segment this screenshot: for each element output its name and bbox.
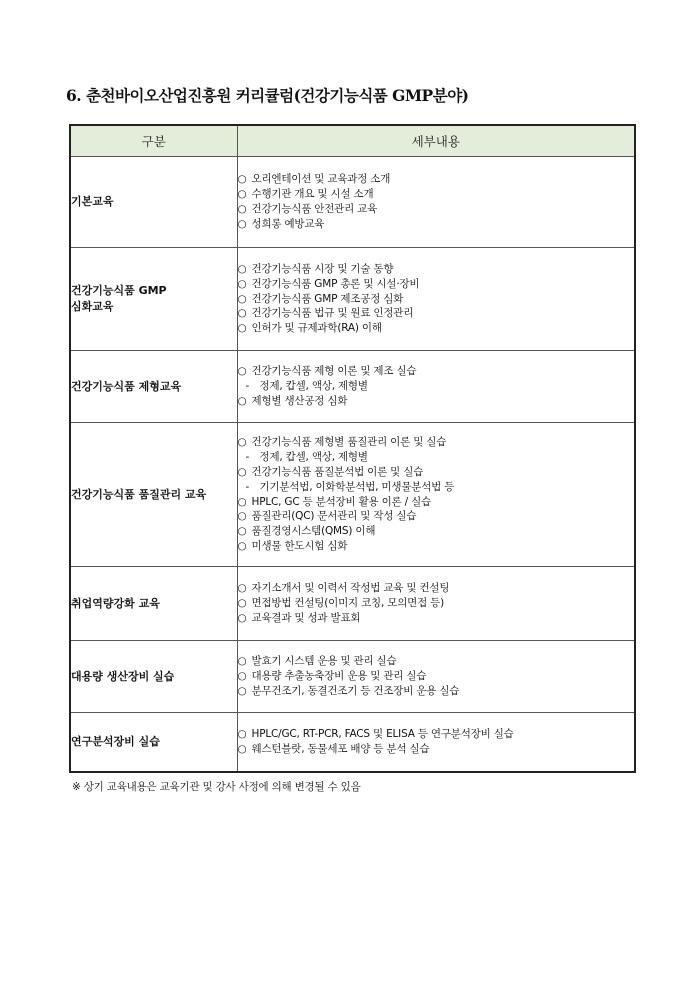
detail-item: [238, 306, 635, 321]
detail-item: [238, 262, 635, 277]
circle-bullet: ○: [237, 173, 247, 186]
detail-item: [238, 654, 635, 669]
detail-text: 미생물 한도시험 심화: [251, 539, 348, 552]
detail-text: 오리엔테이션 및 교육과정 소개: [251, 173, 391, 186]
category-cell: [70, 567, 237, 641]
detail-item: [238, 509, 635, 524]
detail-text: 기기분석법, 이화학분석법, 미생물분석법 등: [259, 480, 455, 493]
category-cell: [70, 157, 237, 248]
detail-text: 건강기능식품 GMP 총론 및 시설·장비: [251, 277, 420, 290]
detail-text: 자기소개서 및 이력서 작성법 교육 및 컨설팅: [251, 582, 450, 595]
circle-bullet: ○: [237, 203, 247, 215]
detail-text: HPLC, GC 등 분석장비 활용 이론 / 실습: [251, 495, 431, 508]
detail-item: [238, 292, 635, 307]
detail-item: [238, 524, 635, 539]
header-details: 세부내용: [237, 125, 635, 157]
detail-item: [238, 596, 635, 611]
circle-bullet: ○: [237, 582, 247, 595]
category-label: 심화교육: [71, 300, 114, 313]
table-row: [70, 351, 635, 423]
table-header-row: [70, 125, 635, 157]
category-label: 건강기능식품 제형교육: [71, 379, 182, 393]
circle-bullet: ○: [237, 394, 247, 407]
table-row: [70, 567, 635, 641]
circle-bullet: ○: [237, 465, 247, 478]
circle-bullet: ○: [237, 525, 247, 538]
circle-bullet: ○: [237, 277, 247, 290]
detail-text: 발효기 시스템 운용 및 관리 실습: [251, 655, 397, 668]
circle-bullet: ○: [237, 495, 247, 508]
detail-item: [238, 321, 635, 336]
details-cell: [237, 351, 635, 423]
category-cell: [70, 713, 237, 772]
details-cell: [237, 641, 635, 713]
circle-bullet: ○: [237, 611, 247, 624]
category-cell: [70, 423, 237, 567]
page-title: 6. 춘천바이오산업진흥원 커리큘럼(건강기능식품 GMP분야): [66, 86, 469, 105]
circle-bullet: ○: [237, 742, 247, 755]
dash-bullet: -: [245, 380, 250, 393]
detail-item: [238, 480, 635, 495]
detail-item: [238, 394, 635, 409]
circle-bullet: ○: [237, 510, 247, 523]
circle-bullet: ○: [237, 307, 247, 320]
detail-item: [238, 727, 635, 742]
category-label: 취업역량강화 교육: [71, 596, 160, 610]
category-label: 건강기능식품 품질관리 교육: [71, 487, 207, 501]
detail-item: [238, 539, 635, 554]
details-cell: [237, 248, 635, 351]
detail-item: [238, 202, 635, 217]
detail-text: 제형별 생산공정 심화: [251, 394, 348, 407]
circle-bullet: ○: [237, 539, 247, 552]
details-cell: [237, 157, 635, 248]
circle-bullet: ○: [237, 727, 247, 740]
circle-bullet: ○: [237, 670, 247, 683]
detail-text: 건강기능식품 안전관리 교육: [251, 203, 378, 215]
table-row: [70, 423, 635, 567]
detail-item: [238, 742, 635, 757]
category-label: 대용량 생산장비 실습: [71, 669, 175, 683]
detail-text: 인허가 및 규제과학(RA) 이해: [251, 322, 382, 335]
detail-item: [238, 435, 635, 450]
detail-item: [238, 187, 635, 202]
detail-text: 건강기능식품 GMP 제조공정 심화: [251, 292, 404, 305]
detail-text: 정제, 캅셀, 액상, 제형별: [259, 380, 368, 393]
details-cell: [237, 713, 635, 772]
detail-text: 건강기능식품 법규 및 원료 인정관리: [251, 307, 414, 320]
detail-item: [238, 669, 635, 684]
category-cell: [70, 351, 237, 423]
detail-item: [238, 465, 635, 480]
detail-item: [238, 611, 635, 626]
detail-item: [238, 684, 635, 699]
detail-item: [238, 379, 635, 394]
detail-text: 수행기관 개요 및 시설 소개: [251, 188, 374, 201]
detail-text: 품질관리(QC) 문서관리 및 작성 실습: [251, 510, 417, 523]
table-row: [70, 157, 635, 248]
circle-bullet: ○: [237, 597, 247, 610]
category-label: 연구분석장비 실습: [71, 734, 160, 748]
detail-text: HPLC/GC, RT-PCR, FACS 및 ELISA 등 연구분석장비 실습: [251, 727, 514, 740]
category-label: 기본교육: [71, 195, 114, 208]
detail-text: 성희롱 예방교육: [251, 217, 325, 230]
detail-item: [238, 217, 635, 232]
footnote: ※ 상기 교육내용은 교육기관 및 강사 사정에 의해 변경될 수 있음: [72, 781, 361, 793]
circle-bullet: ○: [237, 365, 247, 378]
circle-bullet: ○: [237, 188, 247, 201]
detail-item: [238, 172, 635, 187]
circle-bullet: ○: [237, 292, 247, 305]
detail-text: 건강기능식품 시장 및 기술 동향: [251, 263, 394, 275]
table-row: [70, 713, 635, 772]
detail-text: 정제, 캅셀, 액상, 제형별: [259, 451, 368, 464]
detail-text: 건강기능식품 품질분석법 이론 및 실습: [251, 465, 424, 478]
header-category: 구분: [70, 125, 237, 157]
detail-text: 건강기능식품 제형별 품질관리 이론 및 실습: [251, 436, 447, 449]
detail-text: 웨스턴블랏, 동물세포 배양 등 분석 실습: [251, 742, 430, 755]
category-label: 건강기능식품 GMP: [71, 284, 167, 297]
detail-item: [238, 364, 635, 379]
circle-bullet: ○: [237, 322, 247, 335]
detail-text: 면접방법 컨설팅(이미지 코칭, 모의면접 등): [251, 597, 445, 610]
dash-bullet: -: [245, 451, 250, 464]
detail-item: [238, 581, 635, 596]
circle-bullet: ○: [237, 436, 247, 449]
detail-text: 교육결과 및 성과 발표회: [251, 611, 361, 624]
category-cell: [70, 641, 237, 713]
detail-text: 분무건조기, 동결건조기 등 건조장비 운용 실습: [251, 684, 460, 697]
detail-text: 품질경영시스템(QMS) 이해: [251, 525, 376, 538]
circle-bullet: ○: [237, 217, 247, 230]
detail-item: [238, 450, 635, 465]
circle-bullet: ○: [237, 655, 247, 668]
detail-item: [238, 495, 635, 510]
detail-text: 대용량 추출농축장비 운용 및 관리 실습: [251, 670, 427, 683]
table-row: [70, 641, 635, 713]
circle-bullet: ○: [237, 263, 247, 275]
curriculum-table: [69, 124, 636, 773]
dash-bullet: -: [245, 480, 250, 493]
circle-bullet: ○: [237, 684, 247, 697]
category-cell: [70, 248, 237, 351]
detail-item: [238, 277, 635, 292]
table-row: [70, 248, 635, 351]
details-cell: [237, 423, 635, 567]
details-cell: [237, 567, 635, 641]
detail-text: 건강기능식품 제형 이론 및 제조 실습: [251, 365, 417, 378]
